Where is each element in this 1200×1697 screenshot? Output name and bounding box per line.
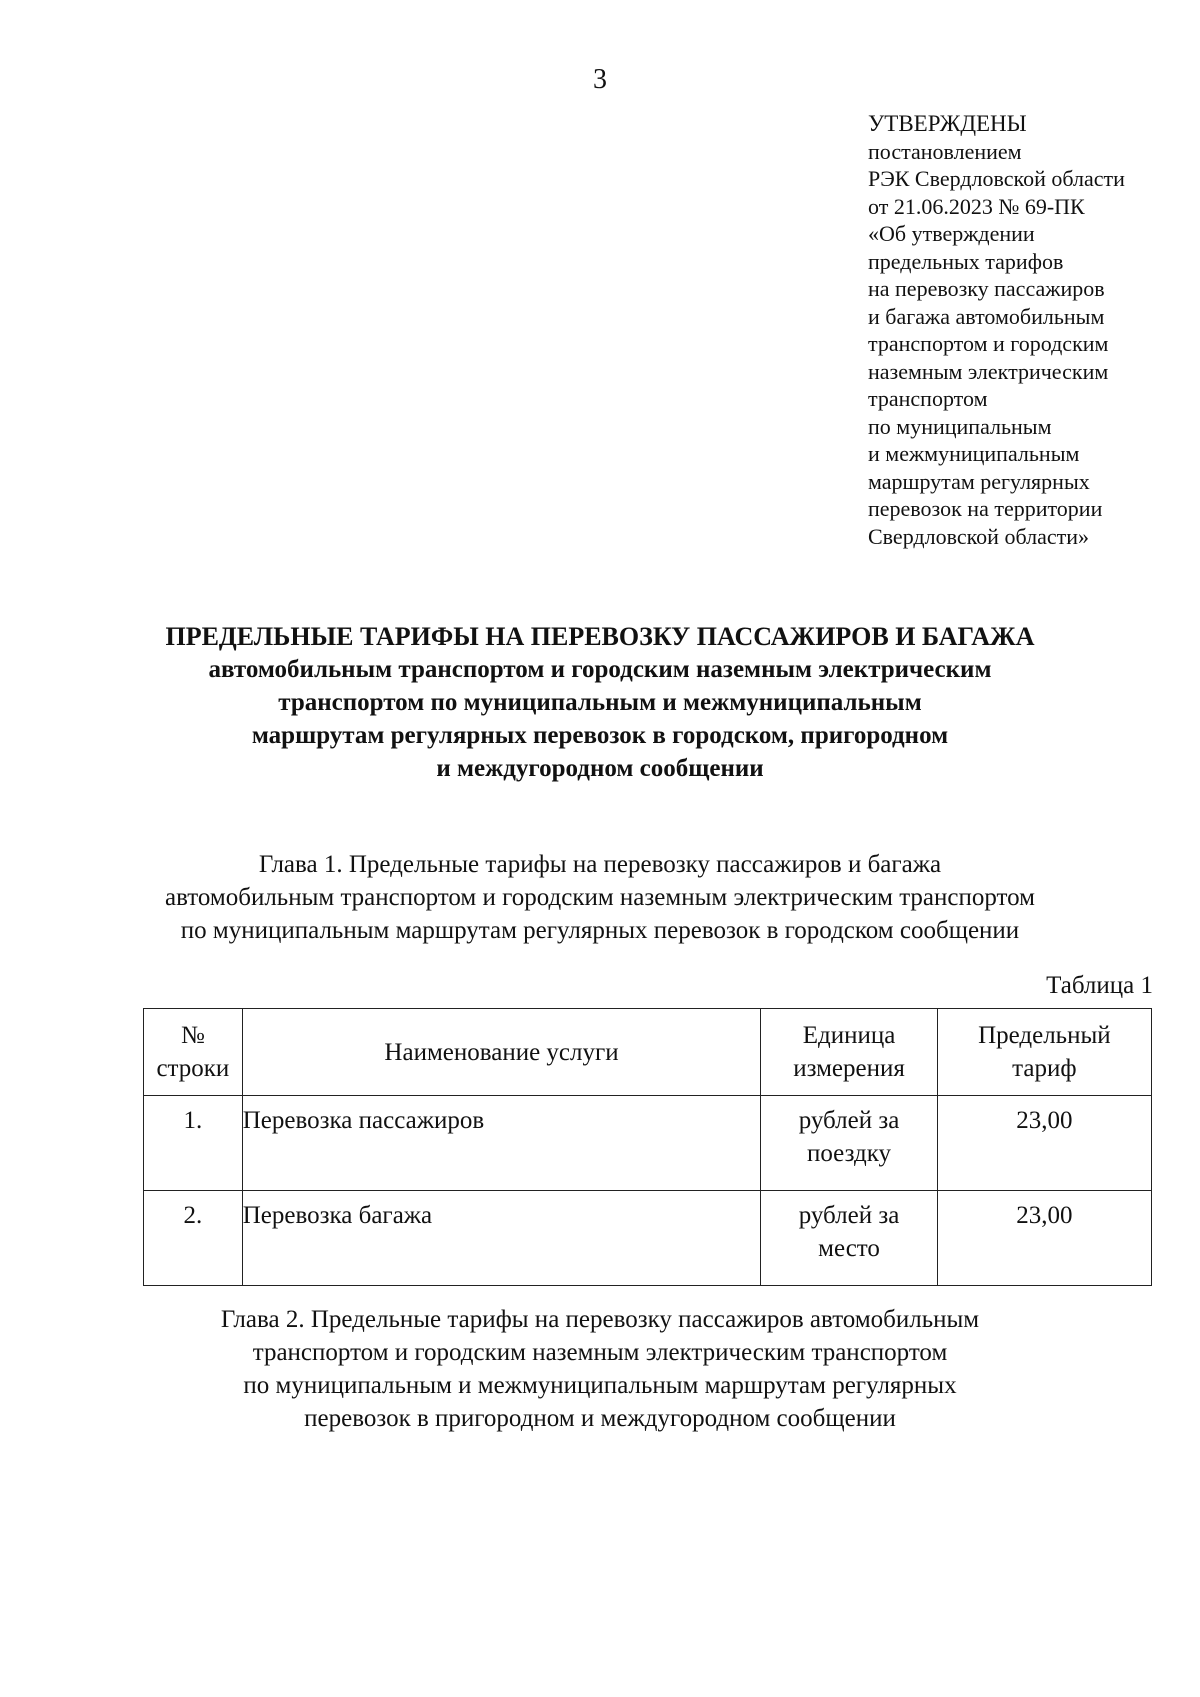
approval-line: от 21.06.2023 № 69-ПК xyxy=(868,193,1085,219)
approval-heading: УТВЕРЖДЕНЫ xyxy=(868,111,1027,136)
title-line: ПРЕДЕЛЬНЫЕ ТАРИФЫ НА ПЕРЕВОЗКУ ПАССАЖИРОВ И БАГАЖА xyxy=(165,622,1035,651)
page-number: 3 xyxy=(593,64,607,95)
unit-text: рублей за xyxy=(798,1107,900,1134)
tariff-table xyxy=(143,1008,1152,1286)
cell-unit xyxy=(761,1191,937,1286)
header-text: № xyxy=(180,1022,205,1049)
header-service-name xyxy=(242,1009,761,1096)
header-tariff xyxy=(937,1009,1151,1096)
header-text: Предельный xyxy=(978,1022,1111,1049)
header-unit xyxy=(761,1009,937,1096)
approval-line: по муниципальным xyxy=(868,413,1052,439)
approval-line: транспортом xyxy=(868,386,988,411)
title-line: транспортом по муниципальным и межмуниципальным xyxy=(278,689,922,716)
chapter-line: перевозок в пригородном и междугородном сообщении xyxy=(304,1405,896,1432)
table-label: Таблица 1 xyxy=(1046,972,1153,999)
cell-tariff: 23,00 xyxy=(937,1096,1151,1191)
unit-text: место xyxy=(818,1235,880,1262)
approval-line: наземным электрическим xyxy=(868,358,1109,384)
chapter-line: по муниципальным маршрутам регулярных перевозок в городском сообщении xyxy=(180,917,1020,944)
header-text: Наименование услуги xyxy=(384,1038,619,1066)
approval-line: маршрутам регулярных xyxy=(868,468,1090,494)
cell-row-number: 2. xyxy=(144,1191,243,1286)
header-row-number xyxy=(144,1009,243,1096)
chapter-1-heading xyxy=(0,848,1200,947)
header-text: Единица xyxy=(802,1022,896,1049)
chapter-line: Глава 1. Предельные тарифы на перевозку пассажиров и багажа xyxy=(258,851,942,878)
approval-line: РЭК Свердловской области xyxy=(868,166,1125,191)
approval-line: «Об утверждении xyxy=(868,221,1035,246)
title-line: маршрутам регулярных перевозок в городском, пригородном xyxy=(251,722,949,749)
document-title xyxy=(0,620,1200,785)
approval-line: на перевозку пассажиров xyxy=(868,276,1105,301)
approval-line: постановлением xyxy=(868,138,1022,164)
title-line: автомобильным транспортом и городским наземным электрическим xyxy=(208,656,992,683)
table-row xyxy=(144,1191,1152,1286)
table-header-row xyxy=(144,1009,1152,1096)
approval-line: Свердловской области» xyxy=(868,523,1089,549)
title-line: и междугородном сообщении xyxy=(436,755,764,782)
cell-service-name: Перевозка багажа xyxy=(242,1191,761,1286)
chapter-2-heading xyxy=(0,1303,1200,1435)
header-text: тариф xyxy=(1012,1055,1077,1082)
unit-text: поездку xyxy=(807,1140,892,1167)
chapter-line: транспортом и городским наземным электрическим транспортом xyxy=(252,1339,948,1366)
approval-line: и багажа автомобильным xyxy=(868,303,1105,329)
approval-line: и межмуниципальным xyxy=(868,441,1080,466)
cell-tariff: 23,00 xyxy=(937,1191,1151,1286)
header-text: строки xyxy=(156,1055,230,1082)
chapter-line: Глава 2. Предельные тарифы на перевозку пассажиров автомобильным xyxy=(220,1306,980,1333)
unit-text: рублей за xyxy=(798,1202,900,1229)
chapter-line: автомобильным транспортом и городским наземным электрическим транспортом xyxy=(165,884,1035,911)
header-text: измерения xyxy=(793,1055,905,1082)
table-row xyxy=(144,1096,1152,1191)
approval-block xyxy=(868,110,1188,550)
cell-unit xyxy=(761,1096,937,1191)
chapter-line: по муниципальным и межмуниципальным маршрутам регулярных xyxy=(243,1372,957,1399)
approval-line: перевозок на территории xyxy=(868,496,1103,521)
approval-line: предельных тарифов xyxy=(868,248,1064,274)
approval-line: транспортом и городским xyxy=(868,331,1109,356)
cell-service-name: Перевозка пассажиров xyxy=(242,1096,761,1191)
cell-row-number: 1. xyxy=(144,1096,243,1191)
